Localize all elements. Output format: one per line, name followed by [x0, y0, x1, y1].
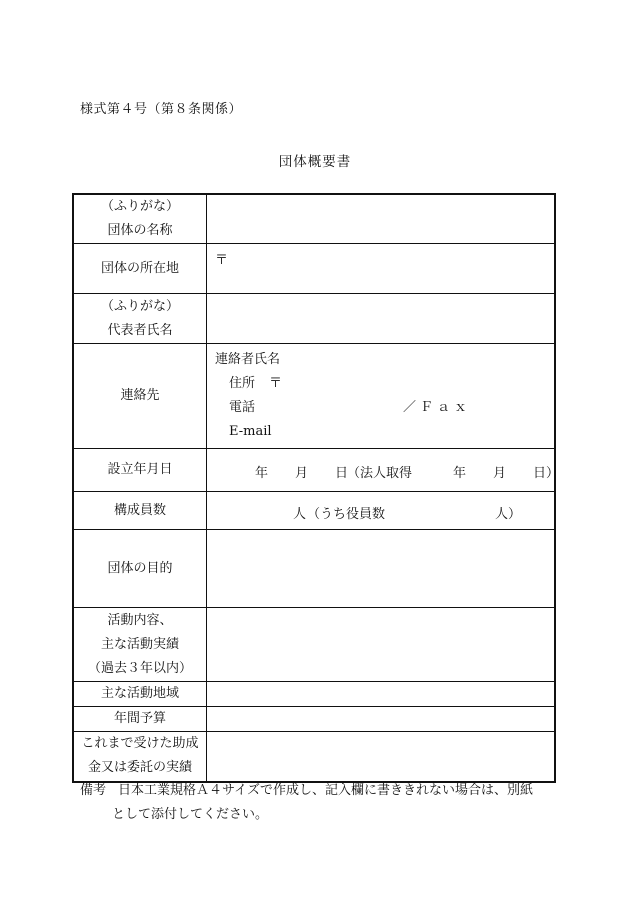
contact-phone-label: 電話 [229, 400, 256, 415]
organization-address-label-cell [73, 244, 207, 294]
corporation-day-close: 日） [533, 466, 560, 481]
purpose-label: 団体の目的 [107, 560, 173, 576]
representative-field[interactable] [207, 294, 556, 344]
representative-label: 代表者氏名 [107, 322, 173, 338]
form-number: 様式第４号（第８条関係） [80, 102, 243, 117]
members-label-cell [73, 492, 207, 530]
established-label-cell [73, 449, 207, 492]
activities-label-cell [73, 608, 207, 682]
organization-address-field[interactable] [207, 244, 556, 294]
corporation-month-unit: 月 [493, 466, 507, 481]
row-activities [73, 608, 555, 682]
row-organization-address [73, 244, 555, 294]
organization-name-furigana: （ふりがな） [100, 199, 179, 214]
grants-label-line2: 金又は委託の実績 [87, 760, 192, 776]
contact-phone-row [215, 396, 546, 420]
region-label: 主な活動地域 [100, 686, 179, 701]
corporation-date-open: （法人取得 [347, 466, 413, 481]
organization-name-field[interactable] [207, 194, 556, 244]
established-label: 設立年月日 [107, 462, 173, 477]
budget-field[interactable] [207, 707, 556, 732]
row-annual-budget [73, 707, 555, 732]
row-representative [73, 294, 555, 344]
contact-label-cell [73, 344, 207, 449]
row-purpose [73, 530, 555, 608]
contact-person-label: 連絡者氏名 [215, 352, 281, 367]
row-established-date [73, 449, 555, 492]
members-field[interactable] [207, 492, 556, 530]
contact-postal-mark: 〒 [269, 376, 283, 391]
activities-label-line1: 活動内容、 [107, 612, 173, 628]
remarks-heading: 備考 [80, 783, 107, 798]
purpose-label-cell [73, 530, 207, 608]
region-label-cell [73, 682, 207, 707]
organization-address-label: 団体の所在地 [100, 260, 179, 276]
contact-address-label: 住所 [229, 376, 256, 391]
row-activity-region [73, 682, 555, 707]
representative-label-cell [73, 294, 207, 344]
established-month-unit: 月 [295, 466, 309, 481]
organization-name-label: 団体の名称 [107, 223, 173, 238]
contact-email-label: E-mail [229, 424, 272, 439]
row-grant-history [73, 732, 555, 782]
row-contact [73, 344, 555, 449]
officers-count-close: 人） [495, 506, 522, 522]
activities-label-line2: 主な活動実績 [100, 636, 179, 652]
corporation-year-unit: 年 [453, 466, 467, 481]
representative-furigana: （ふりがな） [100, 298, 179, 314]
remarks-line2: として添付してください。 [112, 807, 269, 822]
row-members [73, 492, 555, 530]
activities-field[interactable] [207, 608, 556, 682]
contact-fax-label: ／Ｆａｘ [403, 400, 472, 415]
budget-label-cell [73, 707, 207, 732]
remarks [80, 779, 533, 827]
organization-overview-form [72, 193, 560, 783]
officers-count-open: （うち役員数 [307, 506, 386, 522]
purpose-field[interactable] [207, 530, 556, 608]
document-title: 団体概要書 [278, 154, 352, 170]
grants-field[interactable] [207, 732, 556, 782]
region-field[interactable] [207, 682, 556, 707]
established-day-unit: 日 [335, 466, 349, 481]
activities-label-line3: （過去３年以内） [87, 660, 192, 676]
organization-name-label-cell [73, 194, 207, 244]
contact-field[interactable] [207, 344, 556, 449]
established-year-unit: 年 [255, 466, 269, 481]
members-people-unit: 人 [293, 506, 307, 522]
budget-label: 年間予算 [113, 711, 166, 726]
grants-label-line1: これまで受けた助成 [81, 736, 199, 752]
contact-label: 連絡先 [120, 388, 160, 403]
contact-address-row [215, 372, 546, 396]
row-organization-name [73, 194, 555, 244]
remarks-line1: 日本工業規格Ａ４サイズで作成し、記入欄に書ききれない場合は、別紙 [118, 783, 533, 798]
grants-label-cell [73, 732, 207, 782]
members-label: 構成員数 [113, 502, 166, 518]
established-date-field[interactable] [207, 449, 560, 492]
postal-mark: 〒 [215, 252, 229, 268]
